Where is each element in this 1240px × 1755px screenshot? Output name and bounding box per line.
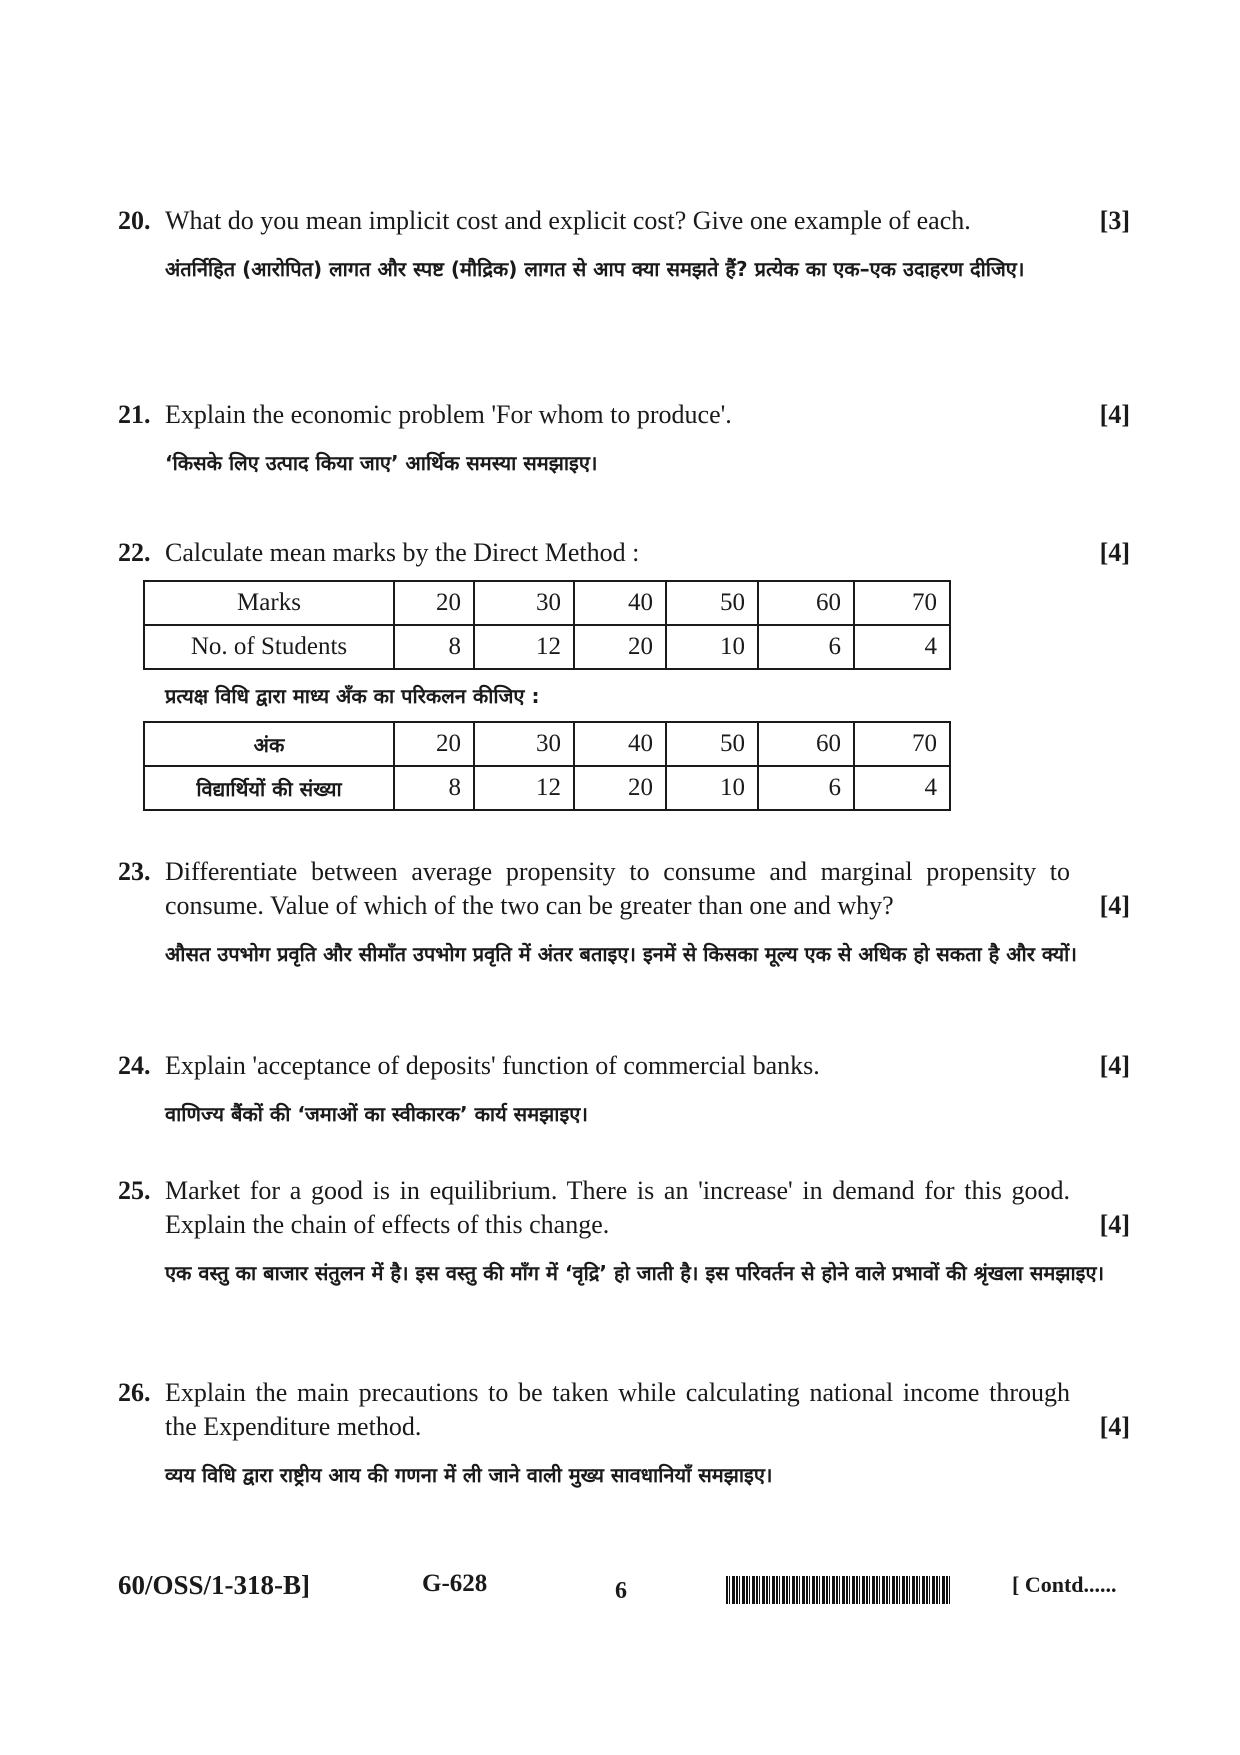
question-marks: [4] <box>1099 538 1130 567</box>
question-text-en: Explain 'acceptance of deposits' function of commercial banks. <box>165 1051 820 1080</box>
question-number: 26. <box>118 1378 151 1407</box>
question-number: 21. <box>118 400 151 429</box>
marks-table-en <box>143 580 951 670</box>
question-22 <box>118 536 1130 570</box>
page-number: 6 <box>615 1578 627 1604</box>
question-marks: [4] <box>1099 1412 1130 1441</box>
question-text-en: Market for a good is in equilibrium. There is an 'increase' in demand for this good. Explain the chain of effects of this change. <box>165 1176 1070 1239</box>
row-label: विद्यार्थियों की संख्या <box>144 766 394 810</box>
table-row <box>144 722 950 766</box>
paper-code: 60/OSS/1-318-B] <box>118 1570 311 1600</box>
question-marks: [3] <box>1099 206 1130 235</box>
question-number: 22. <box>118 538 151 567</box>
question-marks: [4] <box>1099 400 1130 429</box>
table-cell: 8 <box>394 625 474 669</box>
table-cell: 20 <box>394 722 474 766</box>
question-24 <box>118 1049 1130 1135</box>
table-cell: 40 <box>574 581 666 625</box>
question-26 <box>118 1376 1130 1496</box>
table-row <box>144 766 950 810</box>
question-text-hi: प्रत्यक्ष विधि द्वारा माध्य अँक का परिकलन कीजिए : <box>165 684 540 708</box>
table-cell: 60 <box>758 722 854 766</box>
row-label: अंक <box>144 722 394 766</box>
question-23 <box>118 855 1130 975</box>
question-25 <box>118 1174 1130 1294</box>
barcode-icon <box>726 1576 950 1604</box>
table-cell: 4 <box>854 766 950 810</box>
table-cell: 10 <box>666 625 758 669</box>
table-cell: 50 <box>666 581 758 625</box>
question-text-en: Explain the main precautions to be taken while calculating national income through the Expenditure method. <box>165 1378 1070 1441</box>
table-cell: 30 <box>474 722 574 766</box>
question-text-en: Calculate mean marks by the Direct Method : <box>165 538 640 567</box>
marks-table-hi <box>143 721 951 811</box>
table-cell: 4 <box>854 625 950 669</box>
table-cell: 20 <box>394 581 474 625</box>
question-text-hi: व्यय विधि द्वारा राष्ट्रीय आय की गणना में ली जाने वाली मुख्य सावधानियाँ समझाइए। <box>165 1463 773 1487</box>
question-text-en: Differentiate between average propensity to consume and marginal propensity to consume. Value of which of the two can be greater than one and why? <box>165 857 1070 920</box>
question-text-hi: ‘किसके लिए उत्पाद किया जाए’ आर्थिक समस्या समझाइए। <box>165 451 598 475</box>
table-cell: 20 <box>574 766 666 810</box>
table-cell: 12 <box>474 766 574 810</box>
table-cell: 12 <box>474 625 574 669</box>
question-marks: [4] <box>1099 1210 1130 1239</box>
table-cell: 50 <box>666 722 758 766</box>
table-cell: 70 <box>854 722 950 766</box>
continued-label: [ Contd...... <box>1012 1572 1117 1597</box>
table-row <box>144 625 950 669</box>
row-label: Marks <box>144 581 394 625</box>
table-cell: 40 <box>574 722 666 766</box>
question-number: 24. <box>118 1051 151 1080</box>
question-number: 25. <box>118 1176 151 1205</box>
table-cell: 60 <box>758 581 854 625</box>
question-text-hi: वाणिज्य बैंकों की ‘जमाओं का स्वीकारक’ कार्य समझाइए। <box>165 1102 588 1126</box>
question-text-hi: एक वस्तु का बाजार संतुलन में है। इस वस्तु की माँग में ‘वृद्रि’ हो जाती है। इस परिवर्तन से होने वाले प्रभावों की श्रृंखला समझाइए। <box>165 1261 1105 1285</box>
table-cell: 70 <box>854 581 950 625</box>
question-text-hi: अंतर्निहित (आरोपित) लागत और स्पष्ट (मौद्रिक) लागत से आप क्या समझते हैं? प्रत्येक का एक–एक उदाहरण दीजिए। <box>165 257 1025 281</box>
series-code: G-628 <box>422 1570 488 1597</box>
question-text-en: What do you mean implicit cost and explicit cost? Give one example of each. <box>165 206 971 235</box>
question-21 <box>118 398 1130 484</box>
table-cell: 8 <box>394 766 474 810</box>
question-text-en: Explain the economic problem 'For whom to produce'. <box>165 400 732 429</box>
question-marks: [4] <box>1099 891 1130 920</box>
question-number: 23. <box>118 857 151 886</box>
table-cell: 20 <box>574 625 666 669</box>
table-cell: 6 <box>758 625 854 669</box>
table-cell: 6 <box>758 766 854 810</box>
question-number: 20. <box>118 206 151 235</box>
question-marks: [4] <box>1099 1051 1130 1080</box>
table-cell: 30 <box>474 581 574 625</box>
question-text-hi: औसत उपभोग प्रवृति और सीमाँत उपभोग प्रवृति में अंतर बताइए। इनमें से किसका मूल्य एक से अधिक हो सकता है और क्यों। <box>165 942 1077 966</box>
table-row <box>144 581 950 625</box>
table-cell: 10 <box>666 766 758 810</box>
row-label: No. of Students <box>144 625 394 669</box>
question-20 <box>118 204 1130 290</box>
